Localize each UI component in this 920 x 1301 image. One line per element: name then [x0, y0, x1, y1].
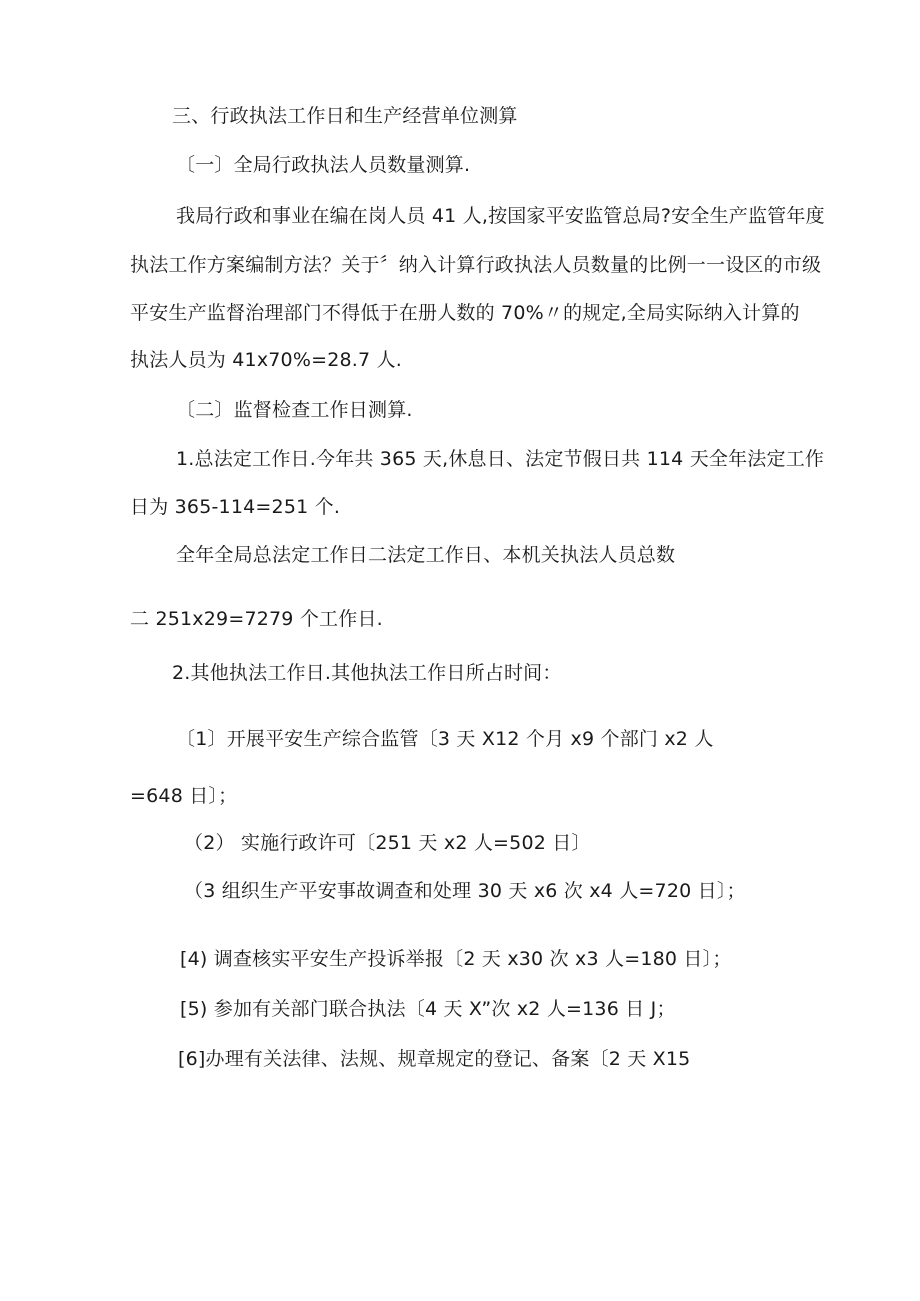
sub-item: （2） 实施行政许可〔251 天 x2 人=502 日〕: [184, 832, 591, 854]
formula-line: 二 251x29=7279 个工作日.: [130, 608, 383, 630]
paragraph-line: 我局行政和事业在编在岗人员 41 人,按国家平安监管总局?安全生产监管年度: [176, 205, 825, 227]
item-line: 日为 365-114=251 个.: [130, 496, 341, 518]
sub-item: 〔1〕开展平安生产综合监管〔3 天 X12 个月 x9 个部门 x2 人: [176, 728, 714, 750]
sub-item: （3 组织生产平安事故调查和处理 30 天 x6 次 x4 人=720 日〕；: [184, 880, 746, 902]
subsection-title-1: 〔一〕全局行政执法人员数量测算.: [176, 154, 471, 176]
sub-item: [6]办理有关法律、法规、规章规定的登记、备案〔2 天 X15: [178, 1048, 691, 1070]
sub-item: [4) 调查核实平安生产投诉举报〔2 天 x30 次 x3 人=180 日〕；: [180, 948, 732, 970]
paragraph-line: 执法工作方案编制方法？关于〞纳入计算行政执法人员数量的比例一一设区的市级: [130, 254, 822, 276]
sub-item: [5) 参加有关部门联合执法〔4 天 X”次 x2 人=136 日 J；: [180, 998, 676, 1020]
item-line: 1.总法定工作日.今年共 365 天,休息日、法定节假日共 114 天全年法定工作: [176, 448, 825, 470]
item-title: 2.其他执法工作日.其他执法工作日所占时间：: [172, 662, 562, 684]
subsection-title-2: 〔二〕监督检查工作日测算.: [176, 399, 413, 421]
paragraph-line: 执法人员为 41x70%=28.7 人.: [130, 349, 402, 371]
paragraph-line: 平安生产监督治理部门不得低于在册人数的 70%〃的规定,全局实际纳入计算的: [130, 302, 800, 324]
section-heading: 三、行政执法工作日和生产经营单位测算: [172, 105, 518, 127]
formula-line: 全年全局总法定工作日二法定工作日、本机关执法人员总数: [176, 544, 676, 566]
sub-item: =648 日〕；: [130, 785, 238, 807]
